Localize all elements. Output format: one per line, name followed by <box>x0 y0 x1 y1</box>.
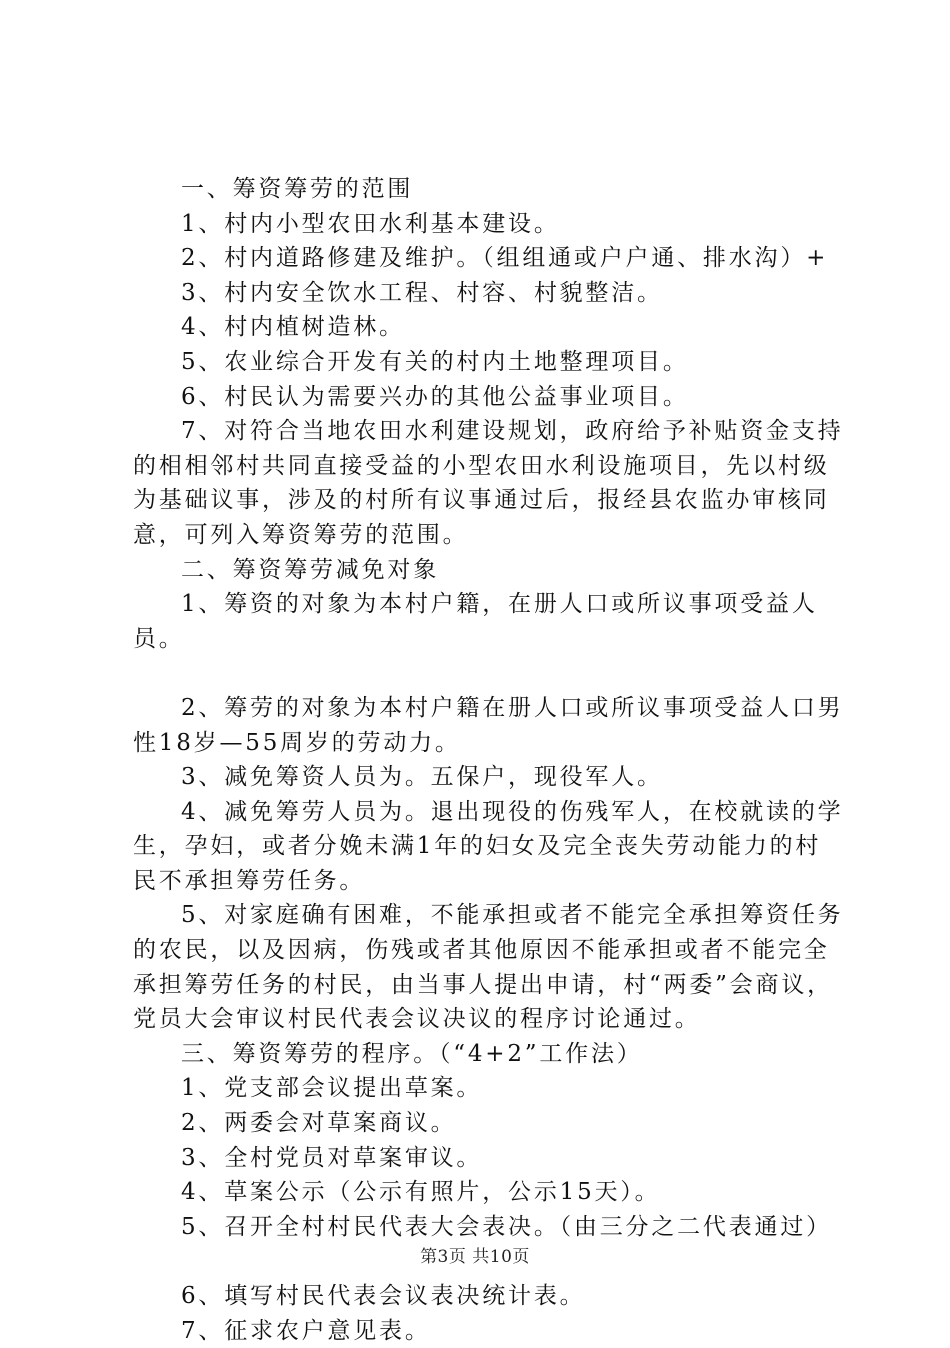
list-item: 4、村内植树造林。 <box>181 314 405 341</box>
list-item: 5、农业综合开发有关的村内土地整理项目。 <box>181 348 689 375</box>
list-item: 5、召开全村村民代表大会表决。（由三分之二代表通过） <box>181 1213 832 1240</box>
list-item: 1、村内小型农田水利基本建设。 <box>181 210 560 237</box>
list-item: 7、征求农户意见表。 <box>181 1317 431 1344</box>
list-item: 2、筹劳的对象为本村户籍在册人口或所议事项受益人口男性18岁—55周岁的劳动力。 <box>133 694 844 756</box>
list-item: 3、减免筹资人员为。五保户，现役军人。 <box>181 764 663 791</box>
list-item: 4、草案公示（公示有照片，公示15天）。 <box>181 1179 661 1206</box>
section-heading-scope: 一、筹资筹劳的范围 <box>181 176 414 202</box>
document-body <box>133 172 845 1348</box>
list-item: 6、填写村民代表会议表决统计表。 <box>181 1283 586 1309</box>
list-item: 2、村内道路修建及维护。（组组通或户户通、排水沟）+ <box>181 245 829 272</box>
list-item: 1、党支部会议提出草案。 <box>181 1075 483 1102</box>
list-item: 3、全村党员对草案审议。 <box>181 1144 483 1171</box>
page-number: 第3页 共10页 <box>420 1247 530 1267</box>
list-item: 7、对符合当地农田水利建设规划，政府给予补贴资金支持的相相邻村共同直接受益的小型农田水利设施项目，先以村级为基础议事，涉及的村所有议事通过后，报经县农监办审核同意，可列入筹资筹劳的范围。 <box>133 418 844 548</box>
section-heading-exemption: 二、筹资筹劳减免对象 <box>181 556 439 583</box>
list-item: 5、对家庭确有困难，不能承担或者不能完全承担筹资任务的农民，以及因病，伤残或者其他原因不能承担或者不能完全承担筹劳任务的村民，由当事人提出申请，村“两委”会商议，党员大会审议村民代表会议决议的程序讨论通过。 <box>133 902 844 1033</box>
list-item: 2、两委会对草案商议。 <box>181 1110 457 1137</box>
list-item: 3、村内安全饮水工程、村容、村貌整洁。 <box>181 279 663 306</box>
section-heading-procedure: 三、筹资筹劳的程序。（“4+2”工作法） <box>181 1040 643 1067</box>
list-item: 6、村民认为需要兴办的其他公益事业项目。 <box>181 383 689 410</box>
list-item: 4、减免筹劳人员为。退出现役的伤残军人，在校就读的学生，孕妇，或者分娩未满1年的妇女及完全丧失劳动能力的村民不承担筹劳任务。 <box>133 798 844 894</box>
list-item: 1、筹资的对象为本村户籍，在册人口或所议事项受益人员。 <box>133 591 818 652</box>
